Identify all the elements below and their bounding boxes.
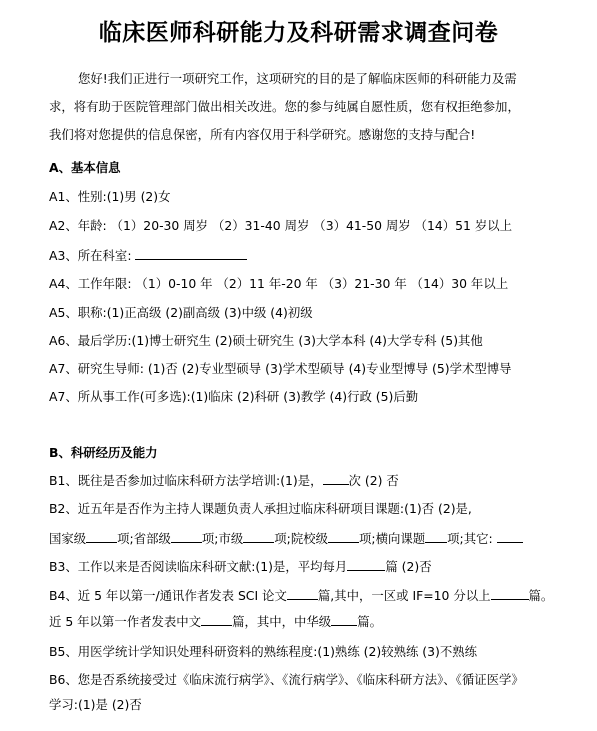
intro-line-3: 我们将对您提供的信息保密，所有内容仅用于科学研究。感谢您的支持与配合!	[49, 127, 476, 142]
question-b2-detail	[49, 530, 523, 547]
city-label: 项;市级	[201, 531, 244, 546]
question-b4-continued	[49, 613, 382, 630]
question-b1-text: B1、既往是否参加过临床科研方法学培训:(1)是，	[49, 473, 323, 488]
school-blank[interactable]	[328, 530, 359, 543]
question-a3	[49, 247, 247, 264]
section-b-heading: B、科研经历及能力	[49, 445, 158, 460]
question-b4-end: 篇。	[528, 588, 554, 603]
national-label: 国家级	[49, 531, 87, 546]
question-b4-cont-end: 篇。	[357, 614, 382, 629]
question-a7-supervisor: A7、研究生导师: (1)否 (2)专业型硕导 (3)学术型硕导 (4)专业型博导 (5)学术型博导	[49, 361, 512, 376]
question-a1: A1、性别:(1)男 (2)女	[49, 189, 171, 204]
national-blank[interactable]	[86, 530, 117, 543]
provincial-blank[interactable]	[171, 530, 202, 543]
question-a4: A4、工作年限: （1）0-10 年 （2）11 年-20 年 （3）21-30 年 （14）30 年以上	[49, 276, 509, 291]
question-b6: B6、您是否系统接受过《临床流行病学》、《流行病学》、《临床科研方法》、《循证医学》	[49, 672, 524, 687]
chinese-journal-label: 篇，其中，中华级	[232, 614, 332, 629]
monthly-papers-blank[interactable]	[347, 558, 385, 571]
question-b5: B5、用医学统计学知识处理科研资料的熟练程度:(1)熟练 (2)较熟练 (3)不熟练	[49, 644, 478, 659]
horizontal-label: 项;横向课题	[359, 531, 426, 546]
question-b2: B2、近五年是否作为主持人课题负责人承担过临床科研项目课题:(1)否 (2)是,	[49, 501, 472, 516]
question-b3-tail: 篇 (2)否	[385, 559, 432, 574]
question-b3-text: B3、工作以来是否阅读临床科研文献:(1)是，平均每月	[49, 559, 348, 574]
department-blank[interactable]	[135, 247, 247, 260]
chinese-journal-blank[interactable]	[331, 613, 357, 626]
question-a5: A5、职称:(1)正高级 (2)副高级 (3)中级 (4)初级	[49, 305, 313, 320]
other-label: 项;其它:	[447, 531, 497, 546]
intro-line-2: 求，将有助于医院管理部门做出相关改进。您的参与纯属自愿性质，您有权拒绝参加，	[49, 99, 520, 114]
school-label: 项;院校级	[274, 531, 329, 546]
chinese-papers-label: 近 5 年以第一作者发表中文	[49, 614, 202, 629]
chinese-papers-blank[interactable]	[201, 613, 232, 626]
other-blank[interactable]	[497, 530, 523, 543]
question-b4	[49, 587, 553, 604]
sci-papers-blank[interactable]	[287, 587, 318, 600]
section-a-heading: A、基本信息	[49, 160, 121, 175]
document-title: 临床医师科研能力及科研需求调查问卷	[98, 20, 499, 46]
city-blank[interactable]	[243, 530, 274, 543]
provincial-label: 项;省部级	[117, 531, 171, 546]
question-b1-tail: 次 (2) 否	[348, 473, 399, 488]
question-a7-work: A7、所从事工作(可多选):(1)临床 (2)科研 (3)教学 (4)行政 (5)后勤	[49, 389, 419, 404]
question-a2: A2、年龄: （1）20-30 周岁 （2）31-40 周岁 （3）41-50 周岁 （14）51 岁以上	[49, 218, 513, 233]
question-a6: A6、最后学历:(1)博士研究生 (2)硕士研究生 (3)大学本科 (4)大学专科 (5)其他	[49, 333, 483, 348]
question-b4-mid: 篇,其中，一区或 IF=10 分以上	[317, 588, 491, 603]
question-b6-continued: 学习:(1)是 (2)否	[49, 697, 142, 712]
high-if-papers-blank[interactable]	[491, 587, 529, 600]
training-count-blank[interactable]	[323, 472, 349, 485]
intro-line-1: 您好!我们正进行一项研究工作，这项研究的目的是了解临床医师的科研能力及需	[78, 71, 517, 86]
question-b4-text: B4、近 5 年以第一/通讯作者发表 SCI 论文	[49, 588, 287, 603]
question-b3	[49, 558, 432, 575]
question-a3-label: A3、所在科室:	[49, 248, 136, 263]
question-b1	[49, 472, 399, 489]
horizontal-blank[interactable]	[425, 530, 447, 543]
